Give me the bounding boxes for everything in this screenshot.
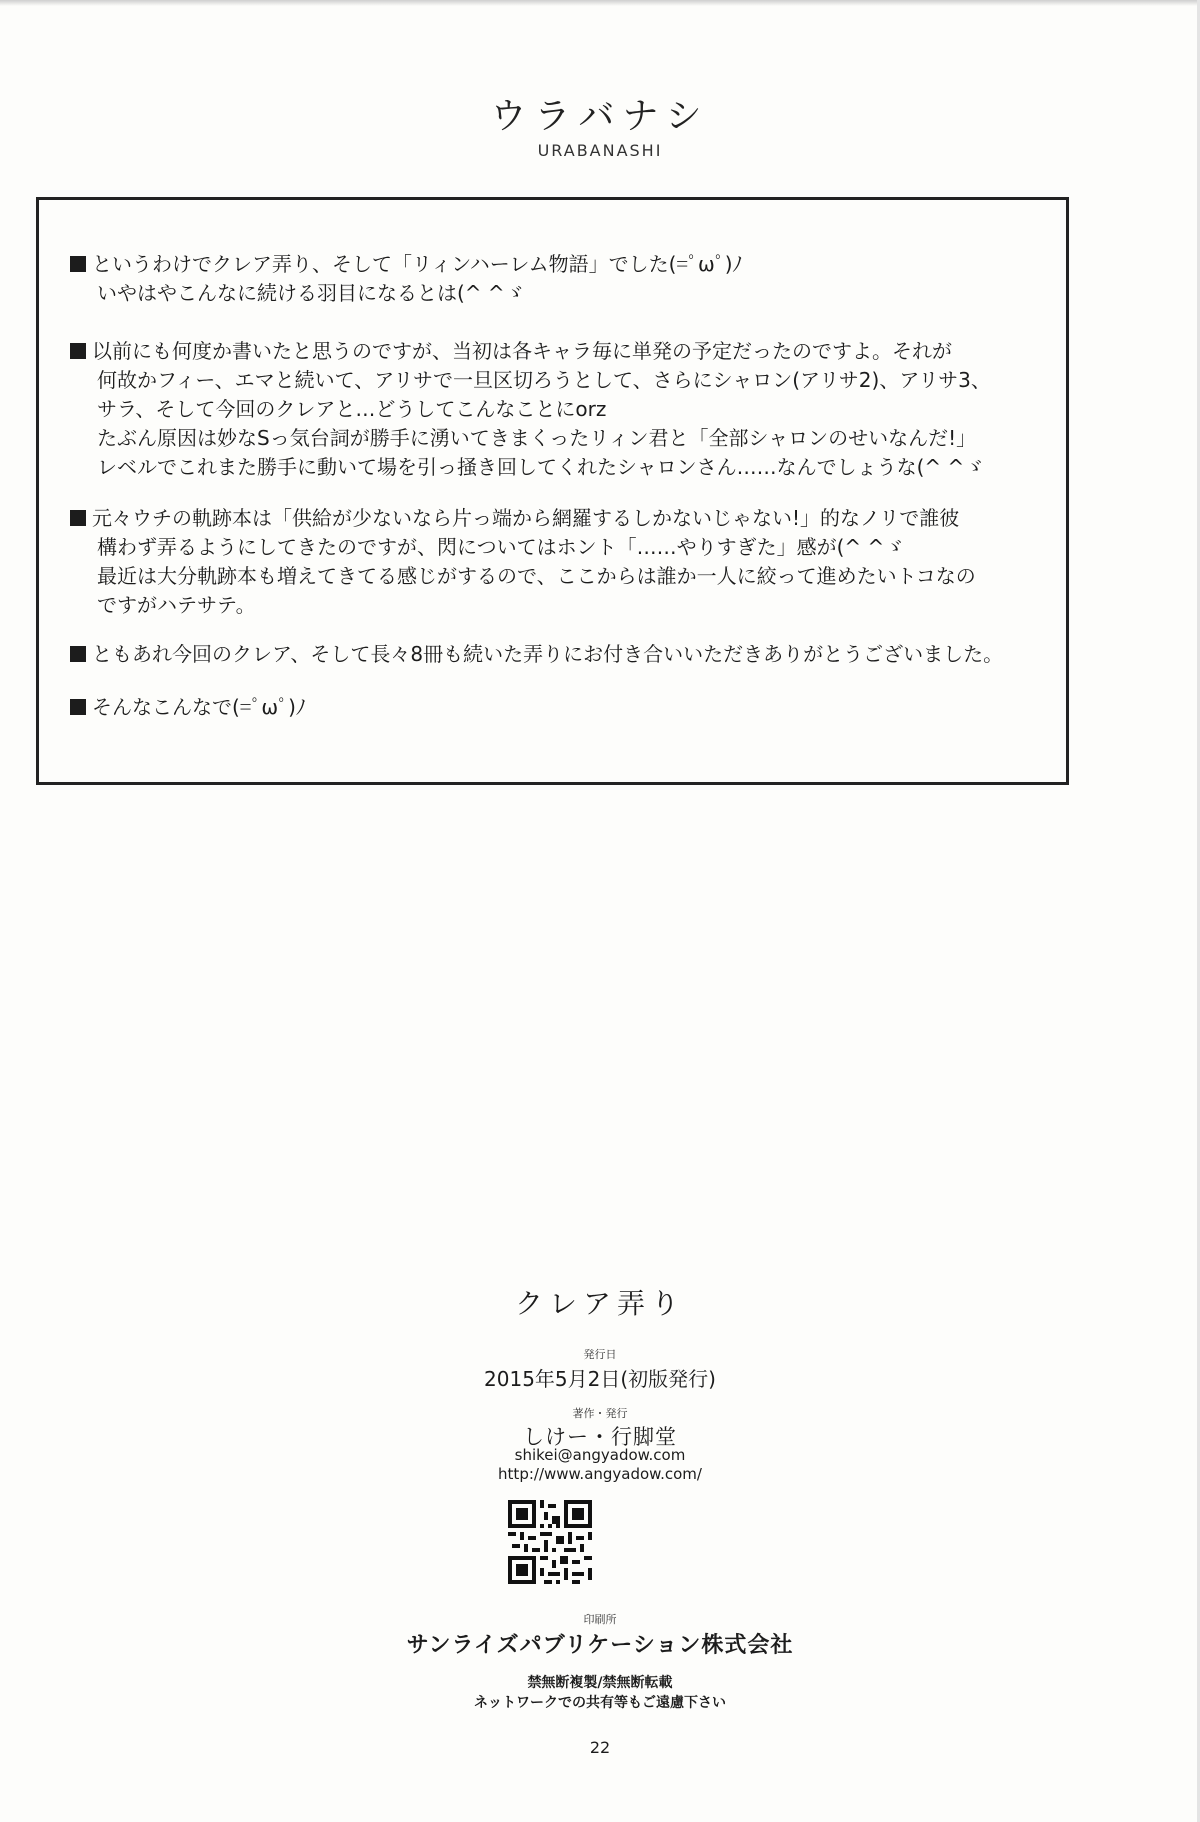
bullet-icon [70,256,86,272]
author-label: 著作・発行 [572,1407,628,1420]
paragraph-line: 何故かフィー、エマと続いて、アリサで一旦区切ろうとして、さらにシャロン(アリサ2)、アリサ3、 [97,368,991,392]
page-title: ウラバナシ [490,96,710,137]
afterword-paragraph [70,250,1020,308]
afterword-paragraph [70,640,1020,669]
scan-edge [0,0,1200,6]
paragraph-line: レベルでこれまた勝手に動いて場を引っ掻き回してくれたシャロンさん……なんでしょうな(^ ^ゞ [97,455,985,479]
paragraph-line: 元々ウチの軌跡本は「供給が少ないなら片っ端から網羅するしかないじゃない!」的なノリで誰彼 [92,506,960,530]
afterword-paragraph [70,504,1020,620]
rights-notice-sharing: ネットワークでの共有等もご遠慮下さい [474,1695,726,1711]
paragraph-line: サラ、そして今回のクレアと…どうしてこんなことにorz [97,397,607,421]
bullet-icon [70,646,86,662]
page-header [0,88,1200,160]
author-name: しけー・行脚堂 [523,1425,677,1449]
paragraph-line: というわけでクレア弄り、そして「リィンハーレム物語」でした(=ﾟωﾟ)ﾉ [92,252,743,276]
bullet-icon [70,510,86,526]
paragraph-line: 最近は大分軌跡本も増えてきてる感じがするので、ここからは誰か一人に絞って進めたいトコなの [97,564,976,588]
printer-label: 印刷所 [583,1613,617,1626]
rights-notice: 禁無断複製/禁無断転載 [527,1675,673,1691]
author-url: http://www.angyadow.com/ [498,1465,702,1483]
afterword-paragraph [70,337,1020,482]
paragraph-line: ですがハテサテ。 [97,593,256,617]
paragraph-line: 以前にも何度か書いたと思うのですが、当初は各キャラ毎に単発の予定だったのですよ。それが [92,339,952,363]
printer-name: サンライズパブリケーション株式会社 [406,1633,794,1658]
author-email: shikei@angyadow.com [514,1446,686,1464]
page-number: 22 [589,1738,611,1757]
bullet-icon [70,699,86,715]
page-subtitle: URABANASHI [537,141,663,160]
bullet-icon [70,343,86,359]
paragraph-line: 構わず弄るようにしてきたのですが、閃についてはホント「……やりすぎた」感が(^ ^ゞ [97,535,905,559]
publish-date: 2015年5月2日(初版発行) [484,1367,716,1391]
date-label: 発行日 [583,1348,617,1361]
paragraph-line: そんなこんなで(=ﾟωﾟ)ﾉ [92,695,306,719]
qr-code [508,1500,592,1584]
paragraph-line: たぶん原因は妙なSっ気台詞が勝手に湧いてきまくったリィン君と「全部シャロンのせいなんだ!」 [97,426,977,450]
book-title: クレア弄り [514,1287,685,1320]
afterword-paragraph [70,693,1020,722]
paragraph-line: ともあれ今回のクレア、そして長々8冊も続いた弄りにお付き合いいただきありがとうございました。 [92,642,1004,666]
paragraph-line: いやはやこんなに続ける羽目になるとは(^ ^ゞ [97,281,525,305]
